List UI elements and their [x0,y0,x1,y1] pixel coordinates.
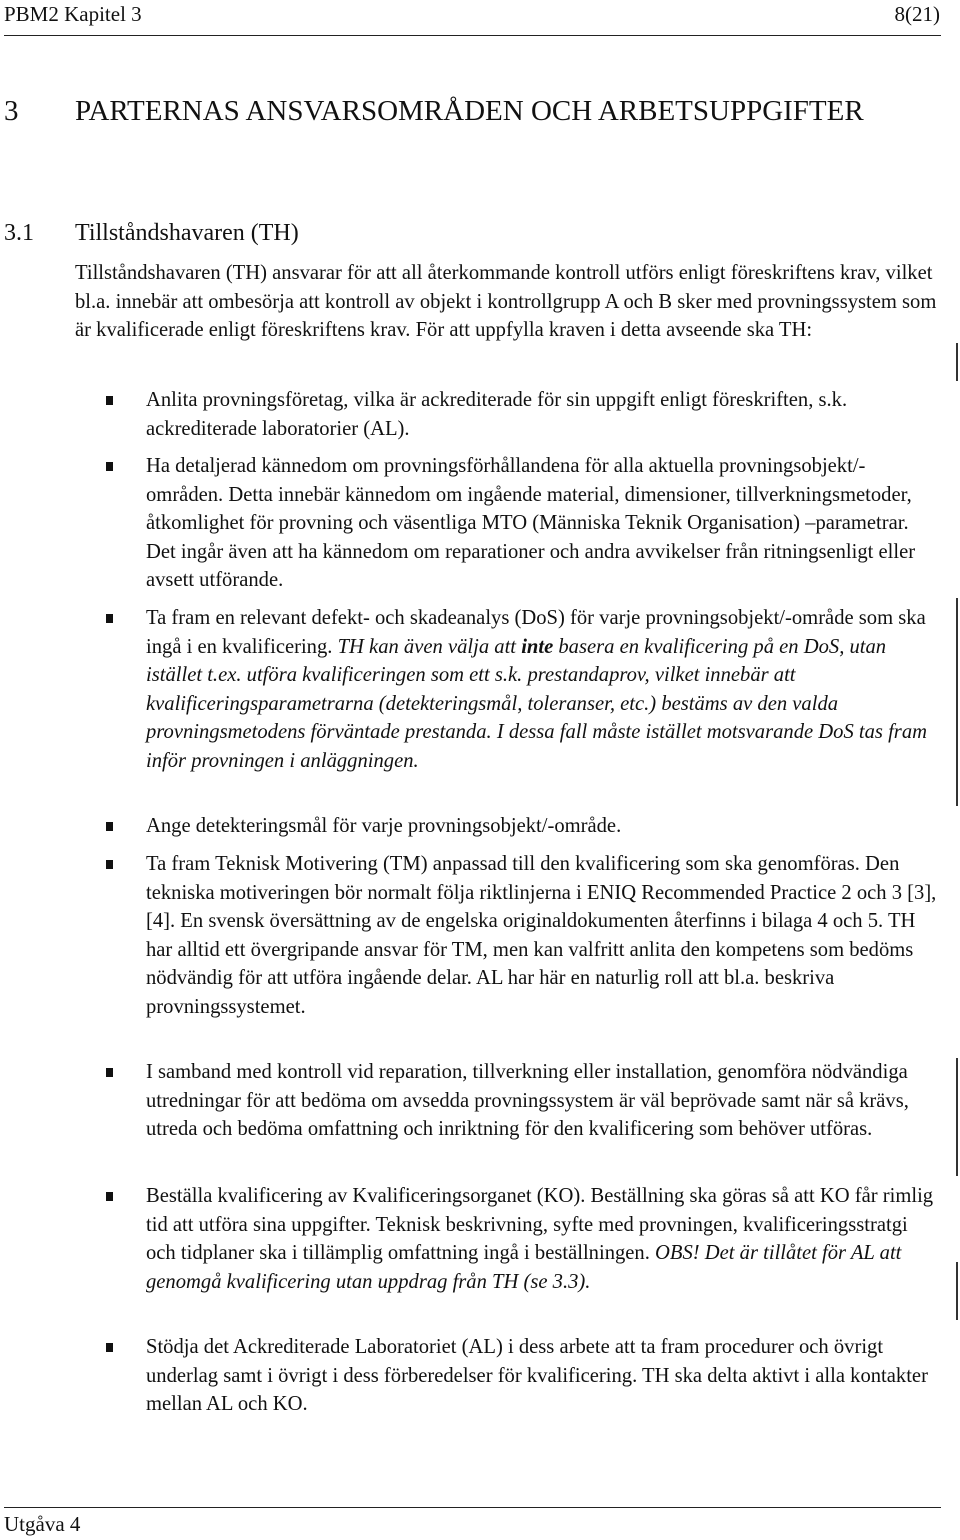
list-item-text [146,1182,938,1296]
revision-bar [956,1262,958,1320]
chapter-number: 3 [4,95,19,127]
bullet-icon [106,1343,113,1352]
list-item-text-bold-italic: inte [521,635,554,658]
page-header [4,2,940,32]
header-page-number: 8(21) [894,2,940,26]
revision-bar [956,1058,958,1176]
bullet-icon [106,860,113,869]
header-divider [4,35,941,36]
footer-edition: Utgåva 4 [4,1512,81,1536]
list-item-text [146,604,938,775]
section-title: Tillståndshavaren (TH) [75,220,299,246]
list-item-text: Ha detaljerad kännedom om provningsförhållandena för alla aktuella provningsobjekt/-områden. Detta innebär kännedom om ingående material, dimensioner, tillverkningsmetoder, åtkomlighet för provning och väsentliga MTO (Människa Teknik Organisation) –parametrar. Det ingår även att ha kännedom om reparationer och andra avvikelser från ritningsenligt eller avsett utförande. [146,455,916,591]
list-item-text: I samband med kontroll vid reparation, tillverkning eller installation, genomföra nödvändiga utredningar för att bedöma om avsedda provningssystem är väl beprövade samt när så krävs, utreda och bedöma omfattning och inriktning för den kvalificering som behöver utföras. [146,1061,909,1140]
chapter-title: PARTERNAS ANSVARSOMRÅDEN OCH ARBETSUPPGIFTER [75,95,864,127]
intro-paragraph: Tillståndshavaren (TH) ansvarar för att all återkommande kontroll utförs enligt föreskriftens krav, vilket bl.a. innebär att ombesörja att kontroll av objekt i kontrollgrupp A och B sker med provningssystem som är kvalificerade enligt föreskriftens krav. För att uppfylla kraven i detta avseende ska TH: [75,262,937,341]
bullet-icon [106,614,113,623]
list-item-text-plain: Beställa kvalificering av Kvalificeringsorganet (KO). Beställning ska göras så att KO får rimlig tid att utföra sina uppgifter. Teknisk beskrivning, syfte med provningen, kvalificeringsstratgi och tidplaner ska i tillämplig omfattning ingå i beställningen. [146,1185,934,1264]
list-item-text-italic: TH kan även välja att [337,635,522,658]
list-item-text-italic: OBS! Det är tillåtet för AL att genomgå kvalificering utan uppdrag från TH (se 3.3). [146,1242,902,1293]
list-item-text: Stödja det Ackrediterade Laboratoriet (AL) i dess arbete att ta fram procedurer och övrigt underlag samt i övrigt i dess förberedelser för kvalificering. TH ska delta aktivt i alla kontakter mellan AL och KO. [146,1336,928,1415]
revision-bar [956,343,958,381]
bullet-icon [106,1192,113,1201]
footer-divider [4,1507,941,1508]
bullet-icon [106,1068,113,1077]
bullet-icon [106,396,113,405]
list-item-text: Ta fram Teknisk Motivering (TM) anpassad till den kvalificering som ska genomföras. Den tekniska motiveringen bör normalt följa riktlinjerna i ENIQ Recommended Practice 2 och 3 [3], [4]. En svensk översättning av de engelska originaldokumenten återfinns i bilaga 4 och 5. TH har alltid ett övergripande ansvar för TM, men kan valfritt anlita den kompetens som bedöms nödvändig för att utföra ingående delar. AL har här en naturlig roll att bl.a. beskriva provningssystemet. [146,853,937,1018]
revision-bar [956,598,958,806]
bullet-icon [106,822,113,831]
list-item-text-italic: basera en kvalificering på en DoS, utan istället t.ex. utföra kvalificeringen som ett s.k. prestandaprov, vilket innebär att kvalificeringsparametrarna (detekteringsmål, toleranser, etc.) bestäms av den valda provningsmetodens förväntade prestanda. I dessa fall måste istället motsvarande DoS tas fram inför provningen i anläggningen. [146,635,927,772]
list-item-text: Anlita provningsföretag, vilka är ackrediterade för sin uppgift enligt föreskriften, s.k. ackrediterade laboratorier (AL). [146,389,848,440]
list-item-text-plain: Ta fram en relevant defekt- och skadeanalys (DoS) för varje provningsobjekt/-område som ska ingå i en kvalificering. [146,607,926,658]
list-item-text: Ange detekteringsmål för varje provningsobjekt/-område. [146,815,622,837]
header-document-title: PBM2 Kapitel 3 [4,2,142,26]
section-number: 3.1 [4,220,34,246]
bullet-icon [106,462,113,471]
